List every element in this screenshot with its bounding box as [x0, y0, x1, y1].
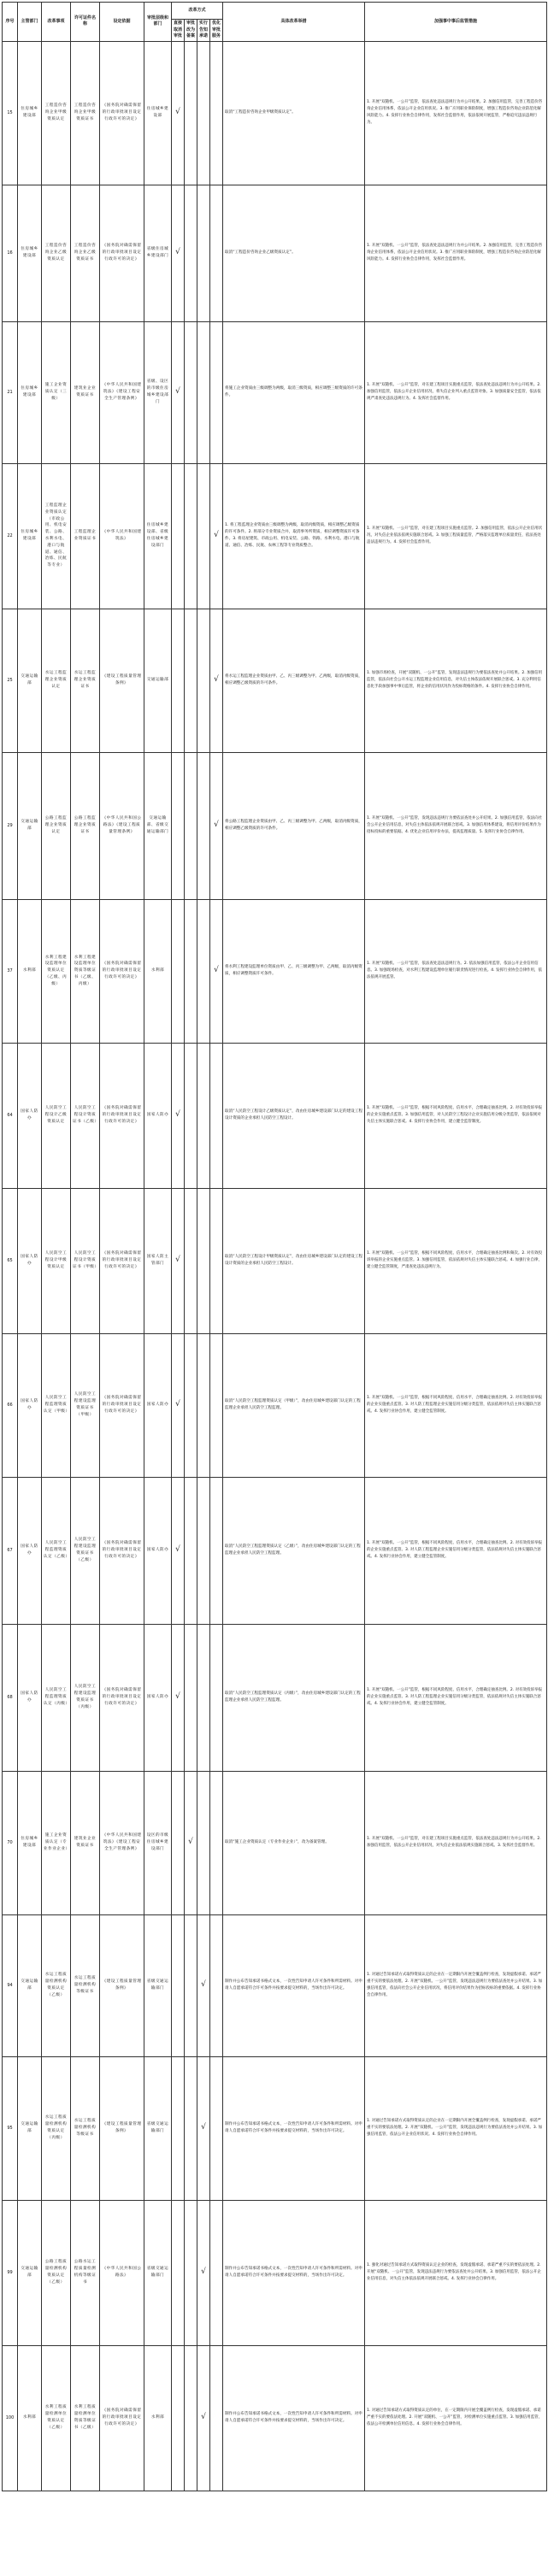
reform-measures-cell: 制作并公布告知承诺书格式文本，一次性告知申请人许可条件和所需材料。对申请人自愿承诺符合许可条件并按要求提交材料的，当场作出许可决定。: [223, 2200, 365, 2345]
checkmark-icon: √: [201, 2413, 206, 2422]
method-optimize-cell: [210, 609, 223, 752]
reform-item-cell: 工程造价咨询企业乙级资质认定: [42, 185, 71, 321]
row-number: 65: [3, 1188, 18, 1333]
legal-basis-cell: 《国务院对确需保留的行政审批项目设定行政许可的决定》: [100, 2345, 144, 2491]
department-cell: 住房城乡建设部: [18, 463, 42, 609]
header-dept: 主管部门: [18, 3, 42, 42]
legal-basis-cell: 《国务院对确需保留的行政审批项目设定行政许可的决定》: [100, 41, 144, 185]
reform-item-cell: 施工企业资质认定（专业作业企业）: [42, 1771, 71, 1914]
reform-measures-cell: 取消“人民防空工程设计乙级资质认定”，改由住房城乡建设部门认定的建设工程设计资质的企业承担人民防空工程设计。: [223, 1043, 365, 1188]
method-notify-cell: [197, 1771, 210, 1914]
method-notify-cell: [197, 899, 210, 1043]
checkmark-icon: √: [214, 675, 219, 685]
checkmark-icon: √: [175, 1692, 180, 1702]
approval-level-cell: 设区的市级住房城乡建设部门: [144, 1771, 172, 1914]
approval-level-cell: 水利部: [144, 899, 172, 1043]
department-cell: 交通运输部: [18, 609, 42, 752]
license-name-cell: 工程造价咨询企业乙级资质证书: [71, 185, 100, 321]
checkmark-icon: √: [214, 966, 219, 975]
supervision-measures-cell: 1. 强化对通过告知承诺方式取得资质认定企业的检查，发现虚假承诺、承诺严重不实的要依法处理。2. 开展“双随机、一公开”监管，发现违法违规行为要依法查处并公开结果。3. 加强信用监管，依法公开企业信用信息，对失信主体依法依规开展联合惩戒。4. 发挥行业协会自律作用。: [365, 2200, 547, 2345]
supervision-measures-cell: 1. 对通过告知承诺方式取得资质认定的单位，在一定期限内开展全覆盖例行检查，发现虚假承诺、承诺严重不实的要依法处理。2. 开展“双随机、一公开”监管，对检测单位实施重点监管。3. 加强信用监管，依法公开检测单位信用信息。4. 发挥行业协会自律作用。: [365, 2345, 547, 2491]
approval-level-cell: 国家人防主管部门: [144, 1188, 172, 1333]
reform-item-cell: 水运工程监理企业资质认定: [42, 609, 71, 752]
method-optimize-cell: [210, 1188, 223, 1333]
legal-basis-cell: 《中华人民共和国公路法》《建设工程质量管理条例》: [100, 752, 144, 899]
method-to-filing-cell: [185, 2200, 197, 2345]
supervision-measures-cell: 1. 开展“双随机、一公开”监管，根据不同风险程度、信用水平，合理确定抽查比例。2. 对有效投诉举报的企业实施重点监管。3. 对人防工程监理企业实施信用分级分类监管，依法依规对失信主体实施联合惩戒。4. 发挥行业协会作用，建立健全监管制度。: [365, 1333, 547, 1477]
license-name-cell: 工程监理企业资质证书: [71, 463, 100, 609]
row-number: 99: [3, 2200, 18, 2345]
table-row: [3, 41, 547, 185]
checkmark-icon: √: [175, 1110, 180, 1120]
supervision-measures-cell: 1. 开展“双随机、一公开”监管，依法查处违法违规行为。2. 依法加强信用监管，依法公开企业信用信息。3. 加强现场检查，对水利工程建设监理单位履行职责情况进行检查。4. 发挥行业协会自律作用，依法依规开展监管。: [365, 899, 547, 1043]
method-notify-cell: [197, 1624, 210, 1771]
row-number: 66: [3, 1333, 18, 1477]
method-notify-cell: [197, 1333, 210, 1477]
header-cancel: 直接取消审批: [172, 20, 185, 42]
supervision-measures-cell: 1. 开展“双随机、一公开”监管，对在建工程项目实施重点监管，依法查处违法违规行为并公开结果。2. 加强信用监管，依法公开企业信用状况，对失信企业依法依规实施联合惩戒。3. 发挥社会监督作用。: [365, 1771, 547, 1914]
supervision-measures-cell: 1. 开展“双随机、一公开”监管，依法查处违法违规行为并公开结果。2. 加强信用监管，完善工程造价咨询企业信用体系，依法公开企业信用状况。3. 推广应用职业保险制度，增强工程造价咨询企业防范化解风险能力。4. 发挥行业协会自律作用，发挥社会监督作用。: [365, 185, 547, 321]
table-row: [3, 185, 547, 321]
method-to-filing-cell: [185, 2056, 197, 2200]
method-optimize-cell: [210, 752, 223, 899]
row-number: 68: [3, 1624, 18, 1771]
legal-basis-cell: 《建设工程质量管理条例》: [100, 1914, 144, 2056]
method-cancel-cell: [172, 463, 185, 609]
method-cancel-cell: [172, 2056, 185, 2200]
license-name-cell: 人民防空工程建设监理资质证书（丙级）: [71, 1624, 100, 1771]
row-number: 22: [3, 463, 18, 609]
legal-basis-cell: 《国务院对确需保留的行政审批项目设定行政许可的决定》: [100, 1188, 144, 1333]
reform-measures-cell: 制作并公布告知承诺书格式文本，一次性告知申请人许可条件和所需材料。对申请人自愿承诺符合许可条件并按要求提交材料的，当场作出许可决定。: [223, 2345, 365, 2491]
method-cancel-cell: [172, 752, 185, 899]
approval-level-cell: 省级、设区的市级住房城乡建设部门: [144, 321, 172, 463]
method-notify-cell: [197, 752, 210, 899]
method-notify-cell: [197, 1043, 210, 1188]
checkmark-icon: √: [175, 1400, 180, 1409]
table-row: [3, 752, 547, 899]
method-optimize-cell: [210, 321, 223, 463]
checkmark-icon: √: [201, 2123, 206, 2132]
reform-measures-cell: 将水运工程监理企业资质由甲、乙、丙三级调整为甲、乙两级，取消丙级资质，相应调整乙级资质的许可条件。: [223, 609, 365, 752]
method-optimize-cell: [210, 2200, 223, 2345]
row-number: 16: [3, 185, 18, 321]
reform-measures-cell: 取消“工程造价咨询企业乙级资质认定”。: [223, 185, 365, 321]
header-notify: 实行告知承诺: [197, 20, 210, 42]
license-name-cell: 水利工程质量检测单位资质等级证书（乙级）: [71, 2345, 100, 2491]
department-cell: 住房城乡建设部: [18, 185, 42, 321]
method-notify-cell: [197, 1188, 210, 1333]
checkmark-icon: √: [214, 531, 219, 540]
legal-basis-cell: 《国务院对确需保留的行政审批项目设定行政许可的决定》: [100, 1333, 144, 1477]
method-optimize-cell: [210, 1914, 223, 2056]
checkmark-icon: √: [175, 1256, 180, 1265]
row-number: 67: [3, 1477, 18, 1624]
reform-item-cell: 工程监理企业资质认定（市政公用、机电安装、公路、水利水电、港口与航道、通信、冶炼、民航等专业）: [42, 463, 71, 609]
reform-measures-cell: 取消“工程造价咨询企业甲级资质认定”。: [223, 41, 365, 185]
approval-level-cell: 省级交通运输部门: [144, 2200, 172, 2345]
method-notify-cell: [197, 1477, 210, 1624]
method-notify-cell: [197, 609, 210, 752]
row-number: 25: [3, 609, 18, 752]
reform-measures-cell: 将施工企业资质由三级调整为两级，取消三级资质，相应调整三级资质的许可条件。: [223, 321, 365, 463]
license-name-cell: 建筑业企业资质证书: [71, 1771, 100, 1914]
method-cancel-cell: [172, 2200, 185, 2345]
row-number: 100: [3, 2345, 18, 2491]
legal-basis-cell: 《中华人民共和国建筑法》: [100, 463, 144, 609]
table-body: [3, 41, 547, 2491]
method-to-filing-cell: [185, 1477, 197, 1624]
method-cancel-cell: [172, 899, 185, 1043]
checkmark-icon: √: [201, 1980, 206, 1990]
method-optimize-cell: [210, 41, 223, 185]
supervision-measures-cell: 1. 对通过告知承诺方式取得资质认定的企业在一定期限内开展全覆盖例行检查，发现虚假承诺、承诺严重不实的要依法处理。2. 开展“双随机、一公开”监管，发现违法违规行为要依法查处并公开结果。3. 加强信用监管，依法公开企业信用状况。4. 发挥行业协会自律作用。: [365, 2056, 547, 2200]
department-cell: 住房城乡建设部: [18, 1771, 42, 1914]
approval-level-cell: 国家人防办: [144, 1477, 172, 1624]
department-cell: 水利部: [18, 899, 42, 1043]
reform-measures-cell: 制作并公布告知承诺书格式文本，一次性告知申请人许可条件和所需材料。对申请人自愿承诺符合许可条件并按要求提交材料的，当场作出许可决定。: [223, 2056, 365, 2200]
method-to-filing-cell: [185, 41, 197, 185]
header-supervision: 加强事中事后监管措施: [365, 3, 547, 42]
header-optimize: 优化审批服务: [210, 20, 223, 42]
method-optimize-cell: [210, 1043, 223, 1188]
method-to-filing-cell: [185, 609, 197, 752]
table-row: [3, 463, 547, 609]
reform-item-cell: 人民防空工程监理资质认定（甲级）: [42, 1333, 71, 1477]
row-number: 29: [3, 752, 18, 899]
table-row: [3, 1624, 547, 1771]
method-optimize-cell: [210, 463, 223, 609]
license-name-cell: 水利工程建设监理单位资质等级证书（乙级、丙级）: [71, 899, 100, 1043]
method-to-filing-cell: [185, 2345, 197, 2491]
reform-measures-cell: 取消“人民防空工程监理资质认定（丙级）”，改由住房城乡建设部门认定的工程监理企业承担人民防空工程监理。: [223, 1624, 365, 1771]
checkmark-icon: √: [188, 1838, 193, 1847]
reform-item-cell: 公路工程质量检测机构资质认定（乙级）: [42, 2200, 71, 2345]
license-name-cell: 人民防空工程建设监理资质证书（甲级）: [71, 1333, 100, 1477]
department-cell: 交通运输部: [18, 2200, 42, 2345]
reform-item-cell: 水运工程质量检测机构资质认定（丙级）: [42, 2056, 71, 2200]
reform-item-cell: 公路工程监理企业资质认定: [42, 752, 71, 899]
reform-item-cell: 水利工程建设监理单位资质认定（乙级、丙级）: [42, 899, 71, 1043]
approval-level-cell: 国家人防办: [144, 1043, 172, 1188]
approval-level-cell: 省级住房城乡建设部门: [144, 185, 172, 321]
approval-level-cell: 国家人防办: [144, 1624, 172, 1771]
method-notify-cell: [197, 185, 210, 321]
legal-basis-cell: 《国务院对确需保留的行政审批项目设定行政许可的决定》: [100, 1043, 144, 1188]
method-to-filing-cell: [185, 1624, 197, 1771]
table-row: [3, 2200, 547, 2345]
header-basis: 设定依据: [100, 3, 144, 42]
department-cell: 住房城乡建设部: [18, 321, 42, 463]
department-cell: 交通运输部: [18, 1914, 42, 2056]
method-optimize-cell: [210, 899, 223, 1043]
checkmark-icon: √: [175, 1545, 180, 1555]
legal-basis-cell: 《中华人民共和国公路法》: [100, 2200, 144, 2345]
table-row: [3, 1333, 547, 1477]
method-cancel-cell: [172, 1188, 185, 1333]
method-optimize-cell: [210, 2056, 223, 2200]
method-cancel-cell: [172, 609, 185, 752]
department-cell: 国家人防办: [18, 1043, 42, 1188]
supervision-measures-cell: 1. 开展“双随机、一公开”监管，对在建工程项目实施重点监管，依法查处违法违规行为并公开结果。2. 加强信用监管，依法公开企业信用状况，将失信企业列入重点监管对象。3. 加强质量安全监管，依法依规严肃查处违法违规行为。4. 发挥社会监督作用。: [365, 321, 547, 463]
table-row: [3, 1771, 547, 1914]
table-row: [3, 1914, 547, 2056]
department-cell: 交通运输部: [18, 752, 42, 899]
method-to-filing-cell: [185, 463, 197, 609]
approval-level-cell: 住房城乡建设部: [144, 41, 172, 185]
reform-item-cell: 水运工程质量检测机构资质认定（乙级）: [42, 1914, 71, 2056]
department-cell: 国家人防办: [18, 1477, 42, 1624]
method-notify-cell: [197, 1914, 210, 2056]
checkmark-icon: √: [201, 2267, 206, 2277]
reform-measures-cell: 制作并公布告知承诺书格式文本，一次性告知申请人许可条件和所需材料。对申请人自愿承诺符合许可条件并按要求提交材料的，当场作出许可决定。: [223, 1914, 365, 2056]
method-optimize-cell: [210, 1333, 223, 1477]
table-header: [3, 3, 547, 42]
method-to-filing-cell: [185, 185, 197, 321]
reform-measures-cell: 取消“施工企业资质认定（专业作业企业）”，改为备案管理。: [223, 1771, 365, 1914]
row-number: 64: [3, 1043, 18, 1188]
method-cancel-cell: [172, 1914, 185, 2056]
reform-item-cell: 人民防空工程设计乙级资质认定: [42, 1043, 71, 1188]
table-row: [3, 609, 547, 752]
header-item: 改革事项: [42, 3, 71, 42]
method-cancel-cell: [172, 185, 185, 321]
row-number: 15: [3, 41, 18, 185]
row-number: 94: [3, 1914, 18, 2056]
license-name-cell: 人民防空工程设计资质证书（乙级）: [71, 1043, 100, 1188]
reform-measures-cell: 将公路工程监理企业资质由甲、乙、丙三级调整为甲、乙两级，取消丙级资质，相应调整乙级资质的许可条件。: [223, 752, 365, 899]
table-row: [3, 2056, 547, 2200]
reform-item-cell: 工程造价咨询企业甲级资质认定: [42, 41, 71, 185]
method-optimize-cell: [210, 1771, 223, 1914]
reform-table: [2, 2, 547, 2491]
row-number: 95: [3, 2056, 18, 2200]
supervision-measures-cell: 1. 开展“双随机、一公开”监管，发现违法违规行为要依法查处并公开结果。2. 加强信用监管，依法向社会公开企业信用信息，对失信主体依法依规开展联合惩戒。3. 加强信用体系建设，将信用评价结果作为招标投标的重要依据。4. 优化企业信用评价办法，提高监理质量。5. 发挥行业协会自律作用。: [365, 752, 547, 899]
approval-level-cell: 省级交通运输部门: [144, 1914, 172, 2056]
table-row: [3, 321, 547, 463]
header-license: 许可证件名称: [71, 3, 100, 42]
approval-level-cell: 国家人防办: [144, 1333, 172, 1477]
approval-level-cell: 水利部: [144, 2345, 172, 2491]
supervision-measures-cell: 1. 加强市场检查，开展“双随机、一公开”监管，发现违法违规行为要依法查处并公开结果。2. 加强信用监管，依法向社会公开水运工程监理企业信用信息，对失信主体依法依规开展联合惩戒。3. 充分利用信息化手段加强事中事后监管，将企业的信用状况作为投标资格的条件。4. 发挥行业协会自律作用。: [365, 609, 547, 752]
legal-basis-cell: 《国务院对确需保留的行政审批项目设定行政许可的决定》: [100, 899, 144, 1043]
method-optimize-cell: [210, 1477, 223, 1624]
method-notify-cell: [197, 2345, 210, 2491]
header-no: 序号: [3, 3, 18, 42]
approval-level-cell: 省级交通运输部门: [144, 2056, 172, 2200]
row-number: 21: [3, 321, 18, 463]
license-name-cell: 水运工程质量检测机构等级证书: [71, 2056, 100, 2200]
legal-basis-cell: 《国务院对确需保留的行政审批项目设定行政许可的决定》: [100, 1477, 144, 1624]
method-optimize-cell: [210, 185, 223, 321]
department-cell: 国家人防办: [18, 1624, 42, 1771]
license-name-cell: 工程造价咨询企业甲级资质证书: [71, 41, 100, 185]
checkmark-icon: √: [175, 248, 180, 257]
reform-measures-cell: 取消“人民防空工程监理资质认定（乙级）”，改由住房城乡建设部门认定的工程监理企业承担人民防空工程监理。: [223, 1477, 365, 1624]
license-name-cell: 水运工程监理企业资质证书: [71, 609, 100, 752]
method-cancel-cell: [172, 321, 185, 463]
legal-basis-cell: 《中华人民共和国建筑法》《建设工程安全生产管理条例》: [100, 1771, 144, 1914]
header-to-filing: 审批改为备案: [185, 20, 197, 42]
department-cell: 国家人防办: [18, 1188, 42, 1333]
method-cancel-cell: [172, 1333, 185, 1477]
method-notify-cell: [197, 463, 210, 609]
method-to-filing-cell: [185, 1333, 197, 1477]
reform-item-cell: 人民防空工程设计甲级资质认定: [42, 1188, 71, 1333]
department-cell: 住房城乡建设部: [18, 41, 42, 185]
table-row: [3, 2345, 547, 2491]
legal-basis-cell: 《中华人民共和国建筑法》《建设工程安全生产管理条例》: [100, 321, 144, 463]
license-name-cell: 公路工程监理企业资质证书: [71, 752, 100, 899]
department-cell: 国家人防办: [18, 1333, 42, 1477]
method-to-filing-cell: [185, 899, 197, 1043]
reform-item-cell: 水利工程质量检测单位资质认定（乙级）: [42, 2345, 71, 2491]
method-notify-cell: [197, 41, 210, 185]
supervision-measures-cell: 1. 开展“双随机、一公开”监管，依法查处违法违规行为并公开结果。2. 加强信用监管，完善工程造价咨询企业信用体系，依法公开企业信用状况。3. 推广应用职业保险制度，增强工程造价咨询企业防范化解风险能力。4. 发挥行业协会自律作用，发挥社会监督作用，依法依规开展监管，严格追究违法违规行为。: [365, 41, 547, 185]
method-cancel-cell: [172, 41, 185, 185]
legal-basis-cell: 《建设工程质量管理条例》: [100, 609, 144, 752]
supervision-measures-cell: 1. 开展“双随机、一公开”监管，对在建工程项目实施重点监管。2. 加强信用监管，依法公开企业信用状况，对失信企业依法依规实施联合惩戒。3. 加强工程质量监管，严格落实监理单位质量责任，依法查处违法违规行为。4. 发挥社会监督作用。: [365, 463, 547, 609]
reform-measures-cell: 取消“人民防空工程监理资质认定（甲级）”，改由住房城乡建设部门认定的工程监理企业承担人民防空工程监理。: [223, 1333, 365, 1477]
table-row: [3, 1188, 547, 1333]
header-method-group: 改革方式: [172, 3, 223, 20]
method-optimize-cell: [210, 1624, 223, 1771]
approval-level-cell: 交通运输部: [144, 609, 172, 752]
method-notify-cell: [197, 2200, 210, 2345]
header-measures: 具体改革举措: [223, 3, 365, 42]
method-cancel-cell: [172, 1771, 185, 1914]
supervision-measures-cell: 1. 开展“双随机、一公开”监管，根据不同风险程度、信用水平，合理确定抽查比例。2. 对有效投诉举报的企业实施重点监管。3. 加强信用监管，对人民防空工程设计企业实施信用分级分类监管，依法依规对失信主体实施联合惩戒。4. 发挥行业协会作用，建立健全监管制度。: [365, 1043, 547, 1188]
method-to-filing-cell: [185, 752, 197, 899]
supervision-measures-cell: 1. 开展“双随机、一公开”监管，根据不同风险程度、信用水平，合理确定抽查比例和频次。2. 对有效投诉举报的企业实施重点监管。3. 加强信用监管，依法依规对失信主体实施联合惩戒。4. 加强行业自律，建立健全监管制度，严肃查处违法违规行为。: [365, 1188, 547, 1333]
reform-measures-cell: 1. 将工程监理企业资质由三级调整为两级，取消丙级资质，相应调整乙级资质的许可条件。2. 将部分专业资质合并，取消事务所资质，相应调整资质许可条件。3. 将房屋建筑、市政公用、机电安装、公路、铁路、水利水电、港口与航道、通信、冶炼、民航、农林工程等专业资质整合。: [223, 463, 365, 609]
row-number: 70: [3, 1771, 18, 1914]
reform-measures-cell: 取消“人民防空工程设计甲级资质认定”，改由住房城乡建设部门认定的建设工程设计资质的企业承担人民防空工程设计。: [223, 1188, 365, 1333]
approval-level-cell: 住房城乡建设部、省级住房城乡建设部门: [144, 463, 172, 609]
method-cancel-cell: [172, 1043, 185, 1188]
license-name-cell: 公路水运工程质量检测机构等级证书: [71, 2200, 100, 2345]
method-notify-cell: [197, 321, 210, 463]
reform-measures-cell: 将水利工程建设监理单位资质由甲、乙、丙三级调整为甲、乙两级，取消丙级资质，相应调整资质许可条件。: [223, 899, 365, 1043]
method-to-filing-cell: [185, 1043, 197, 1188]
department-cell: 水利部: [18, 2345, 42, 2491]
license-name-cell: 水运工程质量检测机构等级证书: [71, 1914, 100, 2056]
legal-basis-cell: 《国务院对确需保留的行政审批项目设定行政许可的决定》: [100, 1624, 144, 1771]
method-to-filing-cell: [185, 1188, 197, 1333]
table-row: [3, 1477, 547, 1624]
method-optimize-cell: [210, 2345, 223, 2491]
legal-basis-cell: 《建设工程质量管理条例》: [100, 2056, 144, 2200]
method-to-filing-cell: [185, 1914, 197, 2056]
header-approver: 审批层级和部门: [144, 3, 172, 42]
checkmark-icon: √: [214, 820, 219, 830]
checkmark-icon: √: [175, 108, 180, 117]
license-name-cell: 人民防空工程建设监理资质证书（乙级）: [71, 1477, 100, 1624]
legal-basis-cell: 《国务院对确需保留的行政审批项目设定行政许可的决定》: [100, 185, 144, 321]
reform-item-cell: 施工企业资质认定（三级）: [42, 321, 71, 463]
checkmark-icon: √: [175, 387, 180, 397]
approval-level-cell: 交通运输部、省级交通运输部门: [144, 752, 172, 899]
row-number: 37: [3, 899, 18, 1043]
method-to-filing-cell: [185, 1771, 197, 1914]
table-row: [3, 1043, 547, 1188]
method-cancel-cell: [172, 1477, 185, 1624]
supervision-measures-cell: 1. 开展“双随机、一公开”监管，根据不同风险程度、信用水平，合理确定抽查比例。2. 对有效投诉举报的企业实施重点监管。3. 对人防工程监理企业实施信用分级分类监管，依法依规对失信主体实施联合惩戒。4. 发挥行业协会作用，建立健全监管制度。: [365, 1477, 547, 1624]
supervision-measures-cell: 1. 开展“双随机、一公开”监管，根据不同风险程度、信用水平，合理确定抽查比例。2. 对有效投诉举报的企业实施重点监管。3. 对人防工程监理企业实施信用分级分类监管，依法依规对失信主体实施联合惩戒。4. 发挥行业协会作用，建立健全监管制度。: [365, 1624, 547, 1771]
reform-item-cell: 人民防空工程监理资质认定（乙级）: [42, 1477, 71, 1624]
supervision-measures-cell: 1. 对通过告知承诺方式取得资质认定的企业在一定期限内开展全覆盖例行检查，发现虚假承诺、承诺严重不实的要依法处理。2. 开展“双随机、一公开”监管，发现违法违规行为要依法查处并公开结果。3. 加强信用监管，依法向社会公开企业信用状况，将信用评价结果作为招标投标的重要依据。4. 发挥行业协会自律作用。: [365, 1914, 547, 2056]
reform-item-cell: 人民防空工程监理资质认定（丙级）: [42, 1624, 71, 1771]
department-cell: 交通运输部: [18, 2056, 42, 2200]
license-name-cell: 建筑业企业资质证书: [71, 321, 100, 463]
method-cancel-cell: [172, 2345, 185, 2491]
method-notify-cell: [197, 2056, 210, 2200]
method-cancel-cell: [172, 1624, 185, 1771]
method-to-filing-cell: [185, 321, 197, 463]
license-name-cell: 人民防空工程设计资质证书（甲级）: [71, 1188, 100, 1333]
table-row: [3, 899, 547, 1043]
